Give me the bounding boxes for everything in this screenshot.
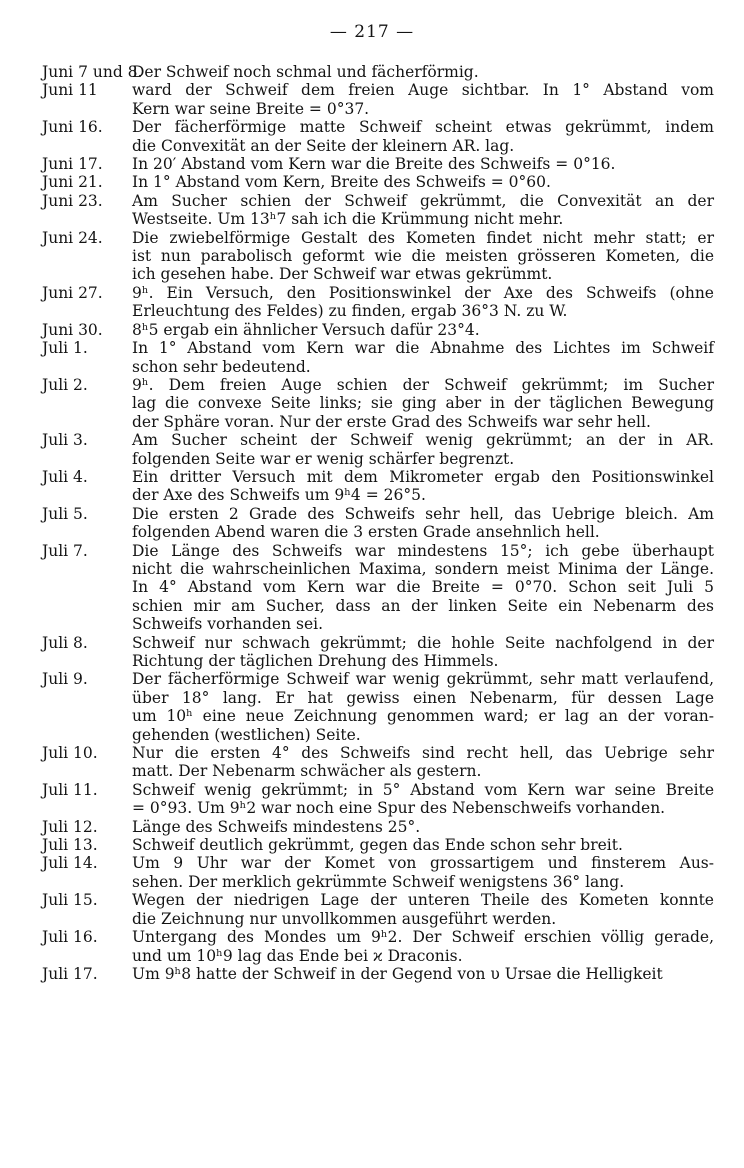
entry-text-line: Am Sucher schien der Schweif gekrümmt, die Convexität an der	[132, 191, 714, 210]
entry-text-line: Länge des Schweifs mindestens 25°.	[132, 817, 421, 836]
entry-text-line: 9ʰ. Ein Versuch, den Positionswinkel der Axe des Schweifs (ohne	[132, 283, 714, 302]
diary-entry	[42, 836, 714, 854]
diary-entry	[42, 468, 714, 505]
entry-text-line: Der fächerförmige matte Schweif scheint etwas gekrümmt, indem	[132, 118, 714, 137]
entry-text	[132, 376, 714, 431]
entry-date: Juli 10.	[42, 744, 98, 763]
entry-text-line: lag die convexe Seite links; sie ging aber in der täglichen Bewegung	[132, 394, 714, 413]
entry-date: Juli 14.	[42, 854, 98, 873]
entry-text	[132, 505, 714, 542]
entry-text	[132, 63, 714, 81]
entry-text	[132, 670, 714, 744]
diary-entry	[42, 505, 714, 542]
entry-text	[132, 891, 714, 928]
diary-entry	[42, 670, 714, 744]
diary-entry	[42, 339, 714, 376]
entry-date: Juni 30.	[42, 320, 103, 339]
entry-text-line: Schweif wenig gekrümmt; in 5° Abstand vom Kern war seine Breite	[132, 780, 714, 799]
entry-text-line: Ein dritter Versuch mit dem Mikrometer ergab den Positionswinkel	[132, 467, 714, 486]
entry-text-line: Nur die ersten 4° des Schweifs sind recht hell, das Uebrige sehr	[132, 744, 714, 763]
entry-date: Juli 17.	[42, 964, 98, 983]
entry-text-line: 8ʰ5 ergab ein ähnlicher Versuch dafür 23°4.	[132, 320, 480, 339]
diary-entry	[42, 321, 714, 339]
entry-text-line: Die Länge des Schweifs war mindestens 15°; ich gebe überhaupt	[132, 541, 714, 560]
entry-text	[132, 468, 714, 505]
entry-text	[132, 339, 714, 376]
entry-date: Juli 12.	[42, 817, 98, 836]
entry-text-line: ich gesehen habe. Der Schweif war etwas gekrümmt.	[132, 265, 553, 284]
diary-entry	[42, 965, 714, 983]
diary-entry	[42, 818, 714, 836]
entry-text-line: Die zwiebelförmige Gestalt des Kometen findet nicht mehr statt; er	[132, 228, 714, 247]
diary-entry	[42, 781, 714, 818]
entry-date: Juni 11	[42, 81, 98, 100]
entry-text-line: ist nun parabolisch geformt wie die meisten grösseren Kometen, die	[132, 247, 714, 266]
entry-text	[132, 928, 714, 965]
entry-text-line: Schweifs vorhanden sei.	[132, 615, 324, 634]
entry-text-line: die Convexität an der Seite der kleinern AR. lag.	[132, 136, 515, 155]
diary-entry	[42, 173, 714, 191]
diary-entry	[42, 155, 714, 173]
entry-text	[132, 155, 714, 173]
entry-text-line: Westseite. Um 13ʰ7 sah ich die Krümmung nicht mehr.	[132, 210, 564, 229]
entry-text-line: der Sphäre voran. Nur der erste Grad des Schweifs war sehr hell.	[132, 412, 651, 431]
diary-entry	[42, 284, 714, 321]
diary-entry	[42, 229, 714, 284]
diary-entry	[42, 891, 714, 928]
entry-text-line: Die ersten 2 Grade des Schweifs sehr hell, das Uebrige bleich. Am	[132, 504, 714, 523]
diary-entry	[42, 118, 714, 155]
entry-text-line: gehenden (westlichen) Seite.	[132, 725, 361, 744]
entry-text-line: Erleuchtung des Feldes) zu finden, ergab 36°3 N. zu W.	[132, 302, 568, 321]
entry-text	[132, 818, 714, 836]
entry-text	[132, 173, 714, 191]
entry-text-line: In 1° Abstand vom Kern war die Abnahme des Lichtes im Schweif	[132, 339, 714, 358]
entry-text	[132, 542, 714, 634]
entry-date: Juli 11.	[42, 780, 98, 799]
entry-text-line: Schweif deutlich gekrümmt, gegen das Ende schon sehr breit.	[132, 836, 623, 855]
entry-text-line: schien mir am Sucher, dass an der linken Seite ein Nebenarm des	[132, 596, 714, 615]
entry-text-line: um 10ʰ eine neue Zeichnung genommen ward; er lag an der voran-	[132, 707, 714, 726]
entry-date: Juni 24.	[42, 228, 103, 247]
entry-text	[132, 284, 714, 321]
entry-date: Juli 9.	[42, 670, 88, 689]
entry-text	[132, 781, 714, 818]
entry-text-line: folgenden Seite war er wenig schärfer begrenzt.	[132, 449, 515, 468]
diary-entry	[42, 542, 714, 634]
entry-text-line: 9ʰ. Dem freien Auge schien der Schweif gekrümmt; im Sucher	[132, 375, 714, 394]
diary-entry	[42, 634, 714, 671]
entry-text	[132, 965, 714, 983]
entry-text-line: Kern war seine Breite = 0°37.	[132, 99, 370, 118]
diary-entry	[42, 431, 714, 468]
entry-date: Juni 21.	[42, 173, 103, 192]
diary-entry	[42, 63, 714, 81]
entry-text-line: Wegen der niedrigen Lage der unteren Theile des Kometen konnte	[132, 891, 714, 910]
entry-text-line: ward der Schweif dem freien Auge sichtbar. In 1° Abstand vom	[132, 81, 714, 100]
entry-text-line: und um 10ʰ9 lag das Ende bei ϰ Draconis.	[132, 946, 463, 965]
entry-text-line: die Zeichnung nur unvollkommen ausgeführt werden.	[132, 909, 557, 928]
entry-date: Juli 5.	[42, 504, 88, 523]
diary-entry	[42, 854, 714, 891]
entry-text	[132, 854, 714, 891]
entry-text-line: Um 9ʰ8 hatte der Schweif in der Gegend von υ Ursae die Helligkeit	[132, 964, 663, 983]
diary-entry	[42, 744, 714, 781]
entry-text	[132, 81, 714, 118]
entry-date: Juli 7.	[42, 541, 88, 560]
entry-text-line: Um 9 Uhr war der Komet von grossartigem und finsterem Aus-	[132, 854, 714, 873]
entry-text-line: schon sehr bedeutend.	[132, 357, 311, 376]
entry-text	[132, 229, 714, 284]
entry-date: Juni 27.	[42, 283, 103, 302]
entry-date: Juli 3.	[42, 431, 88, 450]
entry-text-line: der Axe des Schweifs um 9ʰ4 = 26°5.	[132, 486, 426, 505]
entry-text-line: Untergang des Mondes um 9ʰ2. Der Schweif erschien völlig gerade,	[132, 928, 714, 947]
entry-text	[132, 744, 714, 781]
page-number: — 217 —	[329, 22, 415, 42]
entry-date: Juli 1.	[42, 339, 88, 358]
entry-date: Juli 15.	[42, 891, 98, 910]
entry-text-line: Der Schweif noch schmal und fächerförmig.	[132, 63, 479, 81]
entry-text	[132, 192, 714, 229]
diary-entry	[42, 81, 714, 118]
entry-text	[132, 431, 714, 468]
entry-date: Juni 17.	[42, 155, 103, 174]
entry-text-line: Richtung der täglichen Drehung des Himmels.	[132, 652, 499, 670]
entry-text-line: Schweif nur schwach gekrümmt; die hohle Seite nachfolgend in der	[132, 633, 714, 652]
entry-text-line: nicht die wahrscheinlichen Maxima, sondern meist Minima der Länge.	[132, 559, 714, 578]
entry-date: Juni 16.	[42, 118, 103, 137]
diary-entry	[42, 376, 714, 431]
entry-text-line: sehen. Der merklich gekrümmte Schweif wenigstens 36° lang.	[132, 872, 625, 891]
entry-list	[42, 63, 714, 983]
entry-text	[132, 634, 714, 671]
entry-text-line: = 0°93. Um 9ʰ2 war noch eine Spur des Nebenschweifs vorhanden.	[132, 799, 666, 818]
entry-text	[132, 118, 714, 155]
diary-entry	[42, 192, 714, 229]
entry-text-line: folgenden Abend waren die 3 ersten Grade ansehnlich hell.	[132, 523, 600, 542]
entry-date: Juli 13.	[42, 836, 98, 855]
entry-date: Juli 2.	[42, 375, 88, 394]
entry-text	[132, 321, 714, 339]
diary-entry	[42, 928, 714, 965]
entry-text-line: In 20′ Abstand vom Kern war die Breite des Schweifs = 0°16.	[132, 155, 616, 174]
entry-text-line: In 4° Abstand vom Kern war die Breite = 0°70. Schon seit Juli 5	[132, 578, 714, 597]
entry-date: Juni 7 und 8.	[42, 63, 143, 81]
entry-date: Juli 8.	[42, 633, 88, 652]
entry-date: Juni 23.	[42, 191, 103, 210]
entry-text-line: über 18° lang. Er hat gewiss einen Nebenarm, für dessen Lage	[132, 688, 714, 707]
entry-date: Juli 16.	[42, 928, 98, 947]
entry-date: Juli 4.	[42, 467, 88, 486]
entry-text-line: Der fächerförmige Schweif war wenig gekrümmt, sehr matt verlaufend,	[132, 670, 714, 689]
entry-text-line: matt. Der Nebenarm schwächer als gestern.	[132, 762, 482, 781]
entry-text	[132, 836, 714, 854]
entry-text-line: In 1° Abstand vom Kern, Breite des Schweifs = 0°60.	[132, 173, 551, 192]
entry-text-line: Am Sucher scheint der Schweif wenig gekrümmt; an der in AR.	[132, 431, 714, 450]
